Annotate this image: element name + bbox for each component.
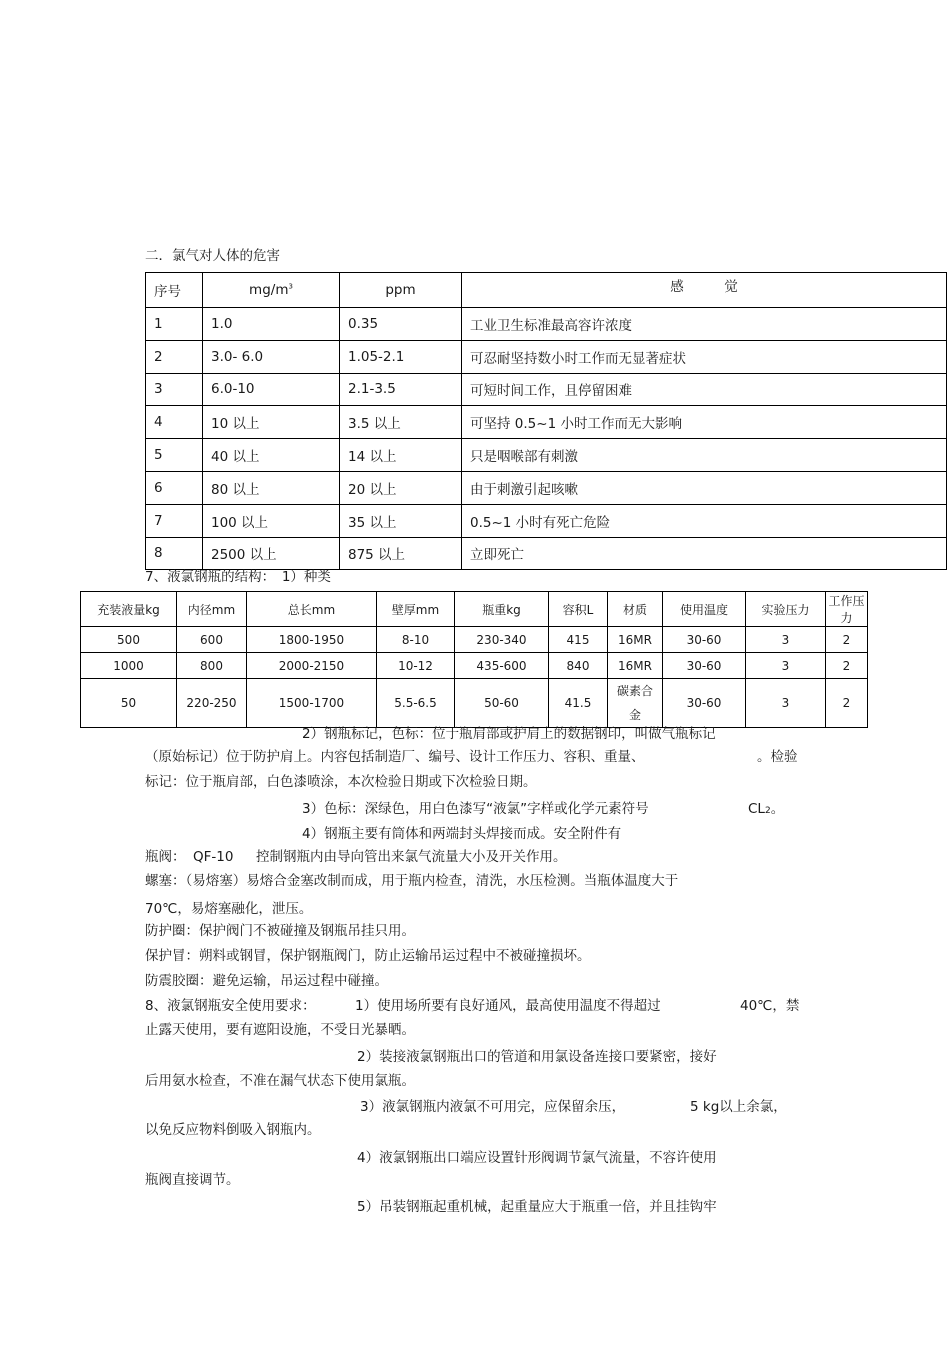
header-feeling: 感 觉 xyxy=(462,273,947,308)
hazard-row xyxy=(146,406,947,439)
valve-desc: 控制钢瓶内由导向管出来氯气流量大小及开关作用。 xyxy=(256,849,567,865)
valve-label: 瓶阀： xyxy=(145,849,186,865)
hazard-cell-index: 8 xyxy=(146,537,203,570)
cylinder-cell xyxy=(608,679,663,728)
plug-line1: 螺塞：（易熔塞）易熔合金塞改制而成，用于瓶内检查，清洗，水压检测。当瓶体温度大于 xyxy=(145,873,679,889)
hazard-cell-mgm3: 40 以上 xyxy=(203,439,340,472)
rule4-line1: 4）液氯钢瓶出口端应设置针形阀调节氯气流量，不容许使用 xyxy=(357,1150,717,1166)
hazard-cell-index: 5 xyxy=(146,439,203,472)
hazard-cell-mgm3: 3.0- 6.0 xyxy=(203,340,340,373)
rule1-text: 1）使用场所要有良好通风，最高使用温度不得超过 xyxy=(355,998,661,1014)
cylinder-cell: 30-60 xyxy=(663,679,746,728)
header-mgm3-text: mg/m xyxy=(249,282,289,298)
cylinder-cell: 220-250 xyxy=(177,679,247,728)
rule2-line1: 2）装接液氯钢瓶出口的管道和用氯设备连接口要紧密，接好 xyxy=(357,1049,717,1065)
hazard-cell-mgm3: 2500 以上 xyxy=(203,537,340,570)
hazard-cell-mgm3: 1.0 xyxy=(203,308,340,341)
cylinder-cell: 500 xyxy=(81,627,177,653)
cylinder-cell: 3 xyxy=(746,679,826,728)
hazard-cell-index: 3 xyxy=(146,373,203,406)
cylinder-cell: 415 xyxy=(549,627,608,653)
formula-cl: CL xyxy=(748,801,765,817)
hazard-cell-mgm3: 100 以上 xyxy=(203,504,340,537)
section8-title: 8、液氯钢瓶安全使用要求： xyxy=(145,998,316,1014)
rule2-line2: 后用氨水检查，不准在漏气状态下使用氯瓶。 xyxy=(145,1073,415,1089)
cylinder-cell: 1000 xyxy=(81,653,177,679)
hazard-cell-ppm: 2.1-3.5 xyxy=(340,373,462,406)
section-title-chlorine-hazard: 二．氯气对人体的危害 xyxy=(145,248,280,264)
cylinder-header-cell: 充装液量kg xyxy=(81,592,177,627)
hazard-cell-feeling: 0.5~1 小时有死亡危险 xyxy=(462,504,947,537)
cylinder-header-cell: 总长mm xyxy=(247,592,377,627)
hazard-cell-index: 1 xyxy=(146,308,203,341)
cylinder-cell: 600 xyxy=(177,627,247,653)
para-color-mark: 3）色标：深绿色，用白色漆写“液氯”字样或化学元素符号 xyxy=(302,801,649,817)
cylinder-cell: 2 xyxy=(826,679,868,728)
hazard-cell-mgm3: 6.0-10 xyxy=(203,373,340,406)
cylinder-header-cell: 瓶重kg xyxy=(455,592,549,627)
hazard-cell-mgm3: 80 以上 xyxy=(203,471,340,504)
hazard-cell-feeling: 只是咽喉部有刺激 xyxy=(462,439,947,472)
para-color-formula xyxy=(748,800,784,820)
cylinder-cell: 16MR xyxy=(608,627,663,653)
rule4-line2: 瓶阀直接调节。 xyxy=(145,1172,240,1188)
cylinder-cell: 435-600 xyxy=(455,653,549,679)
header-index: 序号 xyxy=(146,273,203,308)
cylinder-cell: 5.5-6.5 xyxy=(377,679,455,728)
hazard-cell-feeling: 由于刺激引起咳嗽 xyxy=(462,471,947,504)
cylinder-table-header xyxy=(81,592,868,627)
header-mgm3 xyxy=(203,273,340,308)
cylinder-row xyxy=(81,679,868,728)
cylinder-header-cell: 实验压力 xyxy=(746,592,826,627)
cylinder-cell: 8-10 xyxy=(377,627,455,653)
hazard-row xyxy=(146,471,947,504)
valve-model: QF-10 xyxy=(193,849,234,865)
rubber-ring: 防震胶圈：避免运输，吊运过程中碰撞。 xyxy=(145,973,388,989)
hazard-cell-ppm: 3.5 以上 xyxy=(340,406,462,439)
section-title-cylinder-structure: 7、液氯钢瓶的结构： 1）种类 xyxy=(145,569,331,585)
rule3-line2: 以免反应物料倒吸入钢瓶内。 xyxy=(145,1122,321,1138)
hazard-table-header xyxy=(146,273,947,308)
hazard-cell-index: 2 xyxy=(146,340,203,373)
para-mark-line2b: 。检验 xyxy=(757,749,798,765)
formula-end: 。 xyxy=(770,801,785,817)
plug-line2: 70℃，易熔塞融化，泄压。 xyxy=(145,901,313,917)
para-mark-line3: 标记：位于瓶肩部，白色漆喷涂，本次检验日期或下次检验日期。 xyxy=(145,774,537,790)
hazard-cell-ppm: 875 以上 xyxy=(340,537,462,570)
cylinder-cell: 800 xyxy=(177,653,247,679)
cylinder-header-cell: 工作压力 xyxy=(826,592,868,627)
cylinder-cell: 50-60 xyxy=(455,679,549,728)
hazard-cell-feeling: 立即死亡 xyxy=(462,537,947,570)
para-mark-line1: 2）钢瓶标记，色标：位于瓶肩部或护肩上的数据钢印，叫做气瓶标记 xyxy=(302,726,716,742)
hazard-cell-index: 4 xyxy=(146,406,203,439)
rule1-line2: 止露天使用，要有遮阳设施，不受日光暴晒。 xyxy=(145,1022,415,1038)
cylinder-cell: 30-60 xyxy=(663,627,746,653)
cylinder-header-cell: 内径mm xyxy=(177,592,247,627)
cylinder-cell: 840 xyxy=(549,653,608,679)
cylinder-cell: 1800-1950 xyxy=(247,627,377,653)
hazard-cell-ppm: 1.05-2.1 xyxy=(340,340,462,373)
guard-ring: 防护圈：保护阀门不被碰撞及钢瓶吊挂只用。 xyxy=(145,923,415,939)
cylinder-row xyxy=(81,627,868,653)
header-mgm3-sup: 3 xyxy=(288,282,293,291)
hazard-cell-index: 6 xyxy=(146,471,203,504)
cylinder-cell: 50 xyxy=(81,679,177,728)
cylinder-cell: 16MR xyxy=(608,653,663,679)
hazard-cell-ppm: 0.35 xyxy=(340,308,462,341)
hazard-row xyxy=(146,439,947,472)
hazard-cell-index: 7 xyxy=(146,504,203,537)
para-body-structure: 4）钢瓶主要有筒体和两端封头焊接而成。安全附件有 xyxy=(302,826,622,842)
cylinder-header-cell: 使用温度 xyxy=(663,592,746,627)
protective-cap: 保护冒：朔料或钢冒，保护钢瓶阀门，防止运输吊运过程中不被碰撞损坏。 xyxy=(145,948,591,964)
cylinder-cell: 2000-2150 xyxy=(247,653,377,679)
hazard-cell-ppm: 35 以上 xyxy=(340,504,462,537)
cylinder-cell: 2 xyxy=(826,653,868,679)
hazard-cell-feeling: 可忍耐坚持数小时工作而无显著症状 xyxy=(462,340,947,373)
hazard-table xyxy=(145,272,947,570)
formula-subscript: 2 xyxy=(764,806,771,816)
header-ppm: ppm xyxy=(340,273,462,308)
cylinder-header-cell: 材质 xyxy=(608,592,663,627)
hazard-cell-ppm: 14 以上 xyxy=(340,439,462,472)
cylinder-cell: 30-60 xyxy=(663,653,746,679)
cylinder-cell: 41.5 xyxy=(549,679,608,728)
material-line1: 碳素合 xyxy=(616,684,653,698)
cylinder-cell: 2 xyxy=(826,627,868,653)
hazard-cell-ppm: 20 以上 xyxy=(340,471,462,504)
hazard-row xyxy=(146,537,947,570)
rule3-line1b: 5 kg以上余氯， xyxy=(690,1099,787,1115)
hazard-row xyxy=(146,373,947,406)
cylinder-header-cell: 容积L xyxy=(549,592,608,627)
cylinder-cell: 10-12 xyxy=(377,653,455,679)
hazard-row xyxy=(146,308,947,341)
rule1-temp: 40℃，禁 xyxy=(740,998,800,1014)
rule5-line1: 5）吊装钢瓶起重机械，起重量应大于瓶重一倍，并且挂钩牢 xyxy=(357,1199,717,1215)
material-line2: 金 xyxy=(628,708,641,722)
cylinder-spec-table xyxy=(80,591,868,728)
cylinder-cell: 230-340 xyxy=(455,627,549,653)
para-mark-line2a: （原始标记）位于防护肩上。内容包括制造厂、编号、设计工作压力、容积、重量、 xyxy=(145,749,645,765)
cylinder-cell: 3 xyxy=(746,653,826,679)
hazard-cell-feeling: 工业卫生标准最高容许浓度 xyxy=(462,308,947,341)
hazard-row xyxy=(146,504,947,537)
cylinder-cell: 1500-1700 xyxy=(247,679,377,728)
rule3-line1a: 3）液氯钢瓶内液氯不可用完，应保留余压， xyxy=(360,1099,626,1115)
cylinder-header-cell: 壁厚mm xyxy=(377,592,455,627)
hazard-row xyxy=(146,340,947,373)
cylinder-cell: 3 xyxy=(746,627,826,653)
hazard-cell-mgm3: 10 以上 xyxy=(203,406,340,439)
hazard-cell-feeling: 可短时间工作，且停留困难 xyxy=(462,373,947,406)
hazard-cell-feeling: 可坚持 0.5~1 小时工作而无大影响 xyxy=(462,406,947,439)
cylinder-row xyxy=(81,653,868,679)
